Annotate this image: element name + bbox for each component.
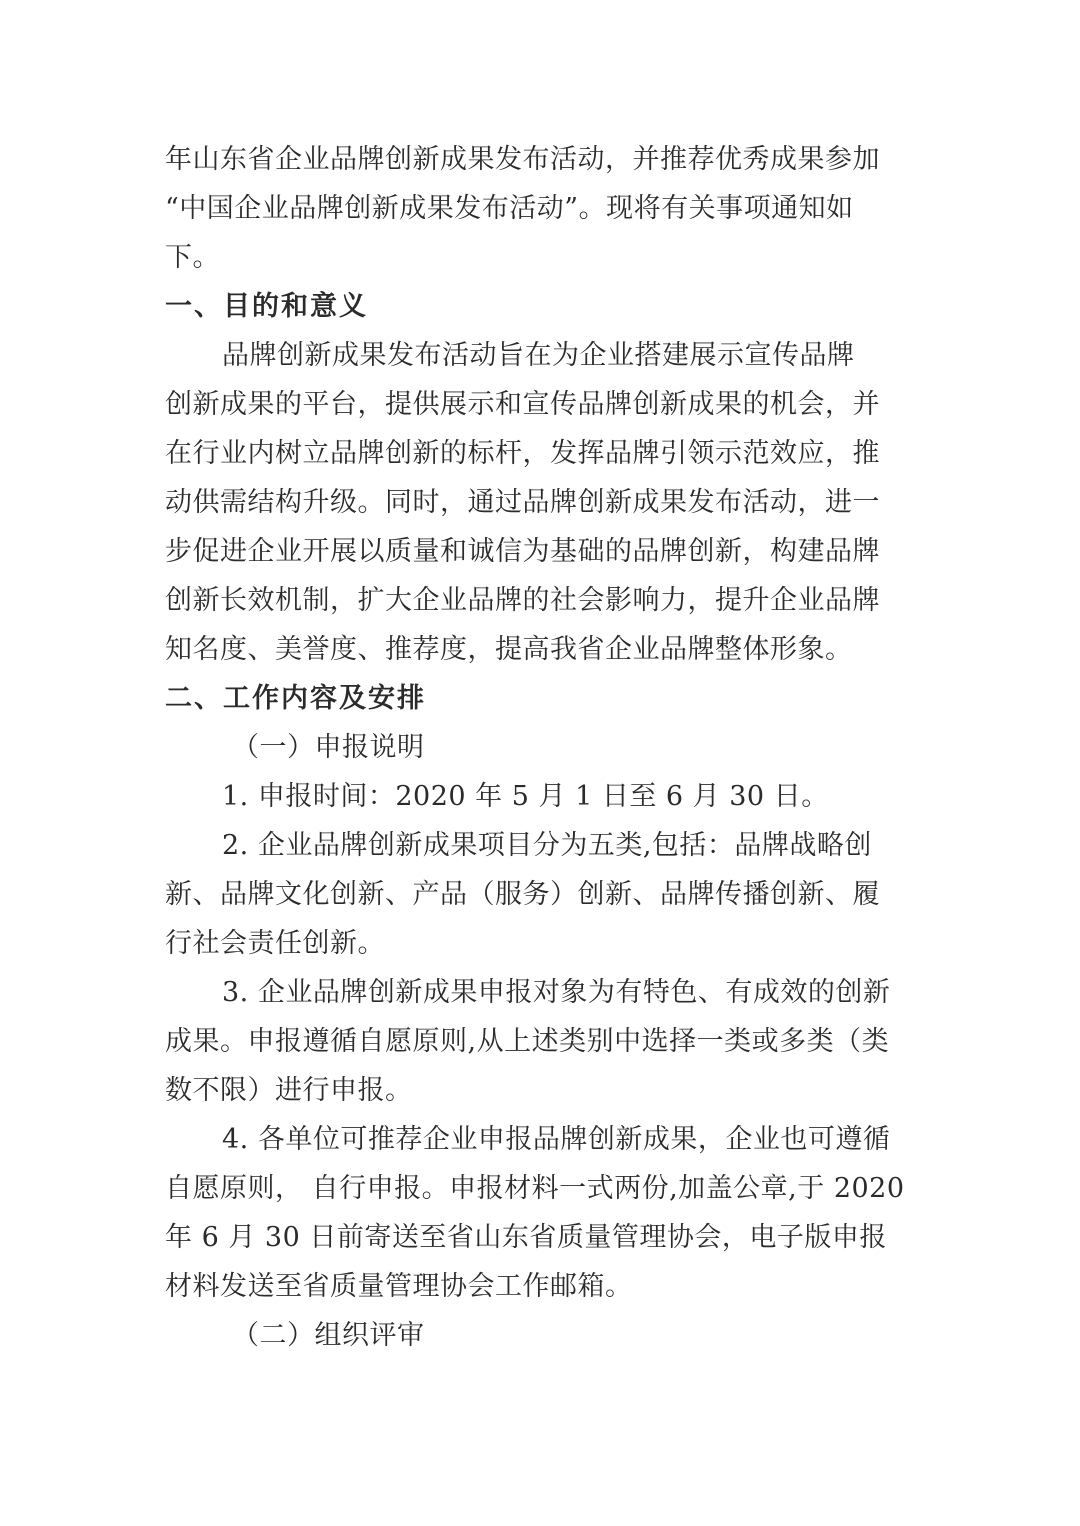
body-text-line: 年山东省企业品牌创新成果发布活动，并推荐优秀成果参加 <box>165 144 880 175</box>
body-text-line: 创新成果的平台，提供展示和宣传品牌创新成果的机会，并 <box>165 389 880 420</box>
section-heading-work-content: 二、工作内容及安排 <box>165 683 426 714</box>
list-item-4: 4. 各单位可推荐企业申报品牌创新成果，企业也可遵循 <box>222 1124 891 1155</box>
body-text-line: 材料发送至省质量管理协会工作邮箱。 <box>165 1271 633 1302</box>
list-item-3: 3. 企业品牌创新成果申报对象为有特色、有成效的创新 <box>222 977 891 1008</box>
body-text-line: 自愿原则， 自行申报。申报材料一式两份,加盖公章,于 2020 <box>165 1173 905 1204</box>
body-text-line: 品牌创新成果发布活动旨在为企业搭建展示宣传品牌 <box>222 340 855 371</box>
body-text-line: 步促进企业开展以质量和诚信为基础的品牌创新，构建品牌 <box>165 536 880 567</box>
section-heading-purpose: 一、目的和意义 <box>165 291 368 322</box>
subsection-heading-application: （一）申报说明 <box>232 732 425 763</box>
body-text-line: 新、品牌文化创新、产品（服务）创新、品牌传播创新、履 <box>165 879 880 910</box>
body-text-line: 数不限）进行申报。 <box>165 1075 413 1106</box>
body-text-line: 在行业内树立品牌创新的标杆，发挥品牌引领示范效应，推 <box>165 438 880 469</box>
body-text-line: 动供需结构升级。同时，通过品牌创新成果发布活动，进一 <box>165 487 880 518</box>
body-text-line: 下。 <box>165 242 220 273</box>
body-text-line: 行社会责任创新。 <box>165 928 385 959</box>
body-text-line: 成果。申报遵循自愿原则,从上述类别中选择一类或多类（类 <box>165 1026 890 1057</box>
body-text-line: 创新长效机制，扩大企业品牌的社会影响力，提升企业品牌 <box>165 585 880 616</box>
list-item-1: 1. 申报时间：2020 年 5 月 1 日至 6 月 30 日。 <box>222 781 829 812</box>
body-text-line: 知名度、美誉度、推荐度，提高我省企业品牌整体形象。 <box>165 634 853 665</box>
list-item-2: 2. 企业品牌创新成果项目分为五类,包括：品牌战略创 <box>222 830 872 861</box>
body-text-line: 年 6 月 30 日前寄送至省山东省质量管理协会，电子版申报 <box>165 1222 887 1253</box>
subsection-heading-review: （二）组织评审 <box>232 1320 425 1351</box>
body-text-line: “中国企业品牌创新成果发布活动”。现将有关事项通知如 <box>165 193 854 224</box>
